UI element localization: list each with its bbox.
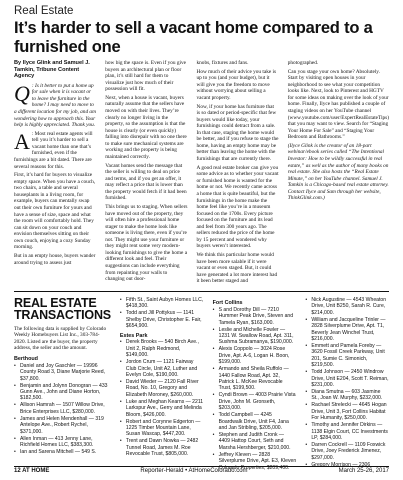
article-paragraph: Now, if your home has furniture that is so dated or period-specific that few buyers would like today, your furnishings could detract from a sale. In that case, staging the home would be better, and if you refuse to stage the home, having an empty home may be better than leaving the home with the furnishings that are currently there. — [196, 103, 279, 163]
question-text: : Is it better to put a home up for sale when it is vacant or to leave the furniture in the home? I may need to move to a different location for my job, and am wondering how to approach this. Your help is highly appreciated. Thank you. — [14, 82, 96, 129]
article-paragraph: A good real estate broker can give you some advice as to whether your vacant or furnished home is wanted for the home or not. We recently came across a home that is quite beautiful, but the furnishings in the home make the home feel like you’re in a museum focused on the 1700s. Every picture focused on the furniture and its lead and feel from 300 years ago. The sellers reduced the price of the home by 15 percent and wondered why buyers weren’t interested. — [196, 164, 279, 250]
question-dropcap: Q — [14, 80, 30, 106]
article-paragraph: Vacant homes send the message that the seller is willing to deal on price and terms, and if you get an offer, it may reflect a price that is lower than the property would fetch if it had been furnished. — [105, 162, 187, 202]
transaction-item: • Emmett and Pamela Foreby — 3620 Fossil Creek Parkway, Unit 201, Sumie C. Simonich, $219,500. — [305, 343, 389, 368]
transaction-item: • Alexis Coppolo — 3024 Rose Drive, Apt. A-6, Logan H. Boon, $199,000. — [213, 346, 297, 365]
article-body — [14, 60, 389, 287]
article-column-4 — [288, 60, 389, 287]
question-paragraph — [14, 80, 96, 129]
transaction-item: • Jordon Crum — 1121 Fairway Club Circle, Unit A2, Luther and Evelyn Cole, $190,000. — [120, 359, 204, 378]
article-column-1 — [14, 60, 96, 287]
transaction-item: • Jeffrey Kleven — 2828 Silverplume Drive, Apt. E3, Kleven Colorado Properties, $209,400. — [213, 452, 297, 471]
article-column-3 — [197, 60, 279, 287]
transactions-list — [213, 300, 297, 471]
transaction-item: • Leslie and Michelle Fowler — 1231 W. Swallow Road, Apt. 311, Sushma Subramanya, $190,000. — [213, 327, 297, 346]
transactions-list — [120, 297, 204, 458]
transaction-list — [305, 297, 389, 468]
transaction-item: • Cyndi Brown — 4003 Prairie Vista Drive, John M. Gronseth, $203,000. — [213, 392, 297, 411]
newspaper-page — [14, 5, 389, 472]
section-divider — [14, 291, 389, 292]
answer-dropcap: A — [14, 128, 30, 154]
transaction-item: • Stephen and Judith Cronk — 4409 Hattop Court, Seth and Marsha Hershberger, $210,000. — [213, 432, 297, 451]
transactions-list — [305, 297, 389, 468]
article-paragraph: how big the space is. Even if you give buyers an architectural plan or floor plan, it’s still hard for them to visualize just how much of their possession will fit. — [105, 60, 187, 93]
transaction-item: • David Wieder — 2120 Fall River Road, No. 10, Gregory and Elizabeth Moroney, $260,000. — [120, 379, 204, 398]
footer-date: March 25-26, 2017 — [338, 468, 389, 474]
transaction-item: • Robert and Corynne Edgerton — 1225 Timber Mountain Lane, Susan Wascap, $447,200. — [120, 419, 204, 438]
transaction-item: • Trent and Dawn Nowka — 2482 Tunnel Road, James M. Roe Revocable Trust, $805,000. — [120, 438, 204, 457]
transaction-item: • William and Jacqueline Trinler — 2828 Silverplume Drive, Apt. T1, Beverly Jean Winchel Trust, $216,000. — [305, 317, 389, 342]
transaction-item: • James and Helen Mendenhall — 319 Antelope Ave., Robert Rychel, $371,000. — [14, 416, 111, 435]
section-label: Real Estate — [14, 5, 74, 17]
transaction-item: • Derek Brooks — 540 Birch Ave., Unit 2, Ralph Redmond, $149,000. — [120, 339, 204, 358]
article-paragraph: Next, when a house is vacant, buyers naturally assume that the sellers have moved on with their lives. They’re clearly no longer living in the property, so the assumption is that the house is clearly (or even quickly) falling into disrepair with no one there to make sure mechanical systems are working and the property is being maintained correctly. — [105, 94, 187, 160]
transaction-item: • Benjamin and Jolynn Donogran — 433 Gunn Ave., John and Diane Horton, $182,500. — [14, 383, 111, 402]
transaction-item: • Luke and Meghan Kearns — 2211 Larkspur Ave., Gerry and Melinda Bloom, $426,000. — [120, 399, 204, 418]
page-number: 12 AT HOME — [14, 468, 50, 474]
transaction-list — [14, 363, 111, 456]
byline: By Ilyce Glink and Samuel J. Tamkin, Tribune Content Agency — [14, 60, 90, 80]
transaction-item: • S and Dorothy Dill — 7210 Hummer Peak Drive, Steven and Tamela Ryan, $163,000. — [213, 307, 297, 326]
transaction-item: • Diana Smutna — 603 Jasmine St., Joan W. Murphy, $232,000. — [305, 389, 389, 402]
article-paragraph: How much of their advice you take is up to you (and your budget), but it will give you the freedom to move without worrying about selling a vacant property. — [196, 68, 277, 101]
town-heading: Fort Collins — [212, 299, 243, 306]
transaction-item: • Fifth St., Saint Aubyn Homes LLC, $418,300. — [120, 297, 204, 310]
article-paragraph: First, it’s hard for buyers to visualize empty space. When you have a couch, two chairs, a table and several houseplants in a living room, for example, buyers can mentally swap out their own furniture for yours and have a sense of size, space and what the room will comfortably hold. They can sit down on your couch and envision themselves sitting on their own couch, enjoying a cozy Sunday morning. — [14, 172, 96, 251]
article-column-2 — [105, 60, 187, 287]
transaction-list — [213, 307, 297, 471]
answer-paragraph — [14, 128, 96, 170]
transaction-item: • Ian and Sarena Mitchell — 549 S. — [14, 449, 111, 455]
transaction-item: • Darren Cockrell — 1109 Foxwick Drive, Joey Frederick Jimenez, $297,000. — [305, 442, 389, 461]
article-paragraph: This brings us to staging. When sellers have moved out of the property, they will often hire a professional home stager to make the home look like someone is living there, even if you’re not. They might use your furniture or they might rent some very modern-looking furnishings to give the home a different look and feel. Their suggestions can include everything from repainting your walls to changing out door- — [105, 204, 188, 283]
transaction-item: • Daniel and Joy Gaschler — 19996 County Road 3, Diane Marjorie Reed, $37,800. — [14, 363, 111, 382]
transactions-title: REAL ESTATE TRANSACTIONS — [14, 295, 111, 323]
transaction-item: • Armando and Sheila Ruffolo — 1440 Fallow Road, Apt. 32, Patrick L. McKee Revocable Trust, $199,500. — [213, 366, 297, 391]
transaction-item: • Todd Campbell — 4245 Boardwalk Drive, Unit F4, Jana and Jan Stribling, $205,000. — [213, 412, 297, 431]
headline: It’s harder to sell a vacant home compared to a furnished one — [14, 19, 373, 56]
transaction-item: • Todd and Jill Pottykus — 1141 Shelby Drive, Christopher E. Fair, $654,900. — [120, 310, 204, 329]
answer-text: : Most real estate agents will tell you it’s harder to sell a vacant home than one that’s furnished, even if the furnishings are a bit dated. There are several reasons for this. — [14, 130, 93, 170]
transactions-column-2 — [120, 297, 204, 472]
town-heading: Berthoud — [14, 355, 38, 362]
article-paragraph: But in an empty house, buyers wander around trying to assess just — [14, 253, 96, 266]
footer-publication: Reporter-Herald • AtHomeColorado.com — [140, 468, 248, 474]
transactions-column-1 — [14, 297, 111, 472]
transaction-item: • Nick Augustine — 4543 Wheaton Drive, Unit B250, Sarah R. Cure, $214,000. — [305, 297, 389, 316]
article-paragraph: We think this particular home would have been more salable if it were vacant or even staged. But, it could have generated a lot more interest had it been better staged and — [196, 252, 278, 285]
transactions-intro: The following data is supplied by Colorado Weekly Homebuyers List Inc., 303-784-2020. Listed are the buyer, the property address, the seller and the amount. — [14, 325, 107, 352]
transaction-item: • Todd Johnson — 2450 Windrow Drive, Unit E204, Scott T. Reiman, $231,000. — [305, 369, 389, 388]
article-paragraph: knobs, fixtures and fans. — [196, 60, 249, 66]
author-bio: (Ilyce Glink is the creator of an 18-part webinar/ebook series called “The Intentional Investor: How to be wildly successful in real estate,” as well as the author of many books on real estate. She also hosts the “Real Estate Minute,” on her YouTube channel. Samuel J. Tamkin is a Chicago-based real estate attorney. Contact Ilyce and Sam through her website, ThinkGlink.com.) — [287, 142, 389, 202]
transaction-list — [120, 297, 204, 330]
transactions-section — [14, 297, 389, 472]
transaction-list — [120, 339, 204, 457]
town-heading: Estes Park — [119, 332, 148, 339]
transactions-list — [14, 356, 111, 456]
transactions-column-4 — [305, 297, 389, 472]
transaction-item: • Timothy and Jennifer Dirkins — 1138 Elgin Court, CC Investments LP, $284,000. — [305, 422, 389, 441]
transaction-item: • Allen Inman — 413 Jenny Lane, Richfield Homes LLC, $383,300. — [14, 436, 111, 449]
page-footer — [14, 466, 389, 477]
transaction-item: • Allison Hamrah — 1507 Willow Drive, Brice Enterprises LLC, $280,000. — [14, 402, 111, 415]
article-paragraph: photographed. — [287, 60, 319, 66]
transaction-item: • Gregory Morrison — 2306 — [305, 462, 389, 468]
transactions-column-3 — [213, 297, 297, 472]
article-paragraph: Can you stage your own home? Absolutely. Start by visiting open houses in your neighborhood to see what your competition looks like. Next, look to Pinterest and HGTV for some ideas on making over the look of your home. Finally, Ilyce has published a couple of staging videos on her YouTube channel (www.youtube.com/user/ExpertRealEstateTips) that you may want to view. Search for “Staging Your Home For Sale” and “Staging Your Bedroom and Bathrooms.” — [287, 68, 390, 141]
transaction-item: • Rachael Strelecki — 4645 Hogan Drive, Unit 3, Fort Collins Habitat For Humanity, $250,000. — [305, 402, 389, 421]
